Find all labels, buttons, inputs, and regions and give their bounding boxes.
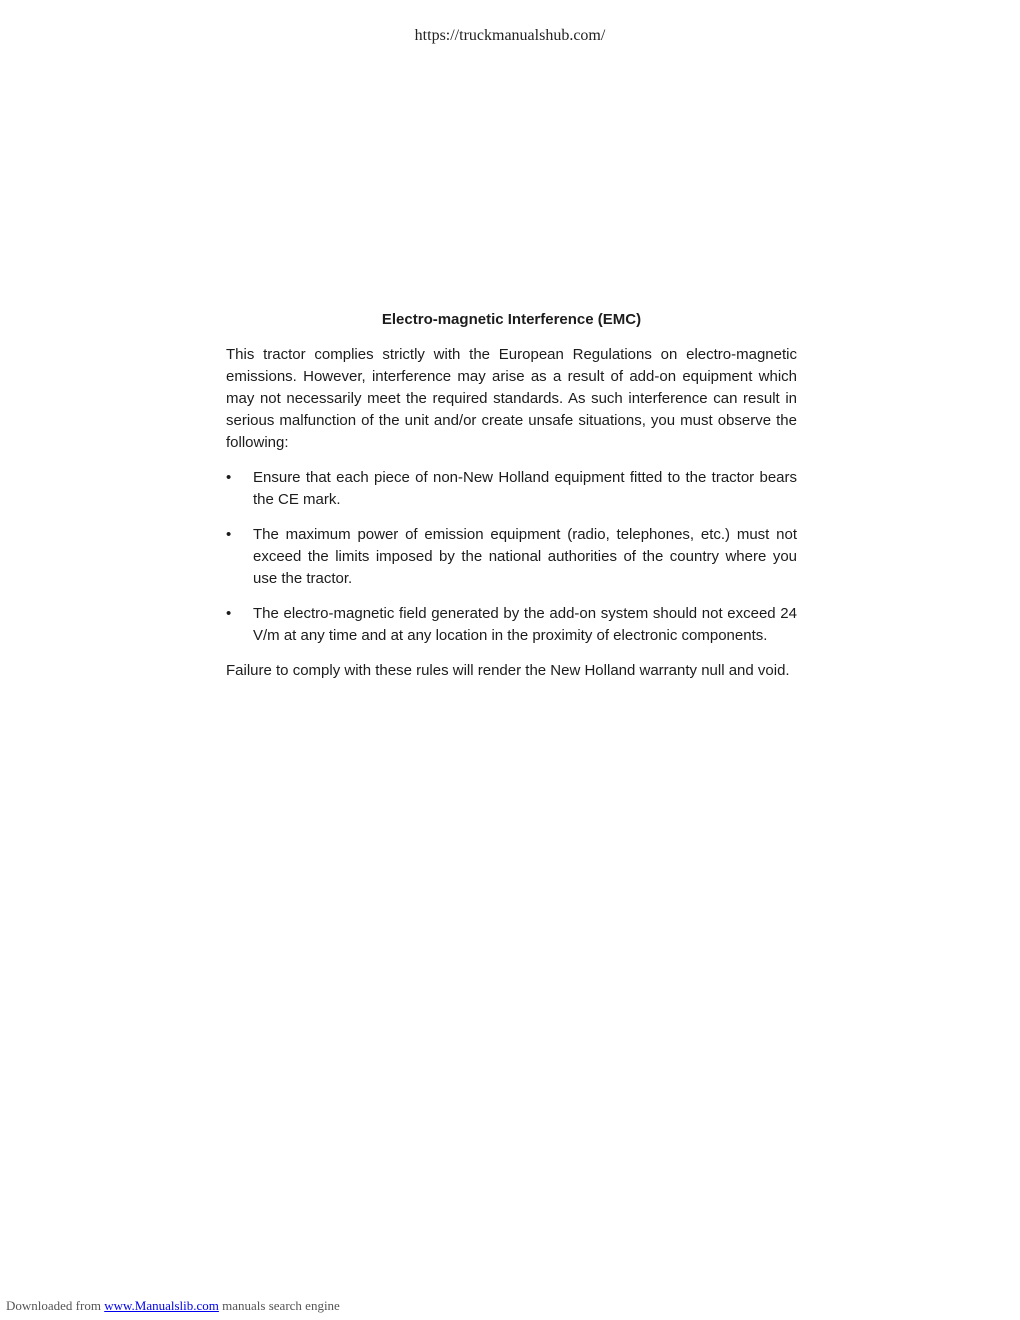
list-item	[226, 467, 797, 511]
emc-section	[226, 309, 797, 682]
bullet-icon: •	[226, 526, 232, 543]
bullet-icon: •	[226, 469, 232, 486]
requirements-list	[226, 467, 797, 647]
header-url: https://truckmanualshub.com/	[414, 27, 606, 44]
bullet-icon: •	[226, 605, 232, 622]
closing-paragraph: Failure to comply with these rules will render the New Holland warranty null and void.	[226, 662, 790, 679]
list-item-text: The maximum power of emission equipment (radio, telephones, etc.) must not exceed the limits imposed by the national authorities of the country where you use the tractor.	[253, 526, 797, 587]
footer	[6, 1298, 340, 1314]
footer-suffix: manuals search engine	[218, 1298, 340, 1313]
footer-prefix: Downloaded from	[6, 1298, 105, 1313]
manualslib-link[interactable]: www.Manualslib.com	[104, 1298, 219, 1313]
list-item-text: Ensure that each piece of non-New Holland equipment fitted to the tractor bears the CE mark.	[253, 469, 797, 508]
section-title: Electro-magnetic Interference (EMC)	[381, 311, 642, 328]
list-item	[226, 603, 797, 647]
intro-paragraph: This tractor complies strictly with the European Regulations on electro-magnetic emissions. However, interference may arise as a result of add-on equipment which may not necessarily meet the required standards. As such interference can result in serious malfunction of the unit and/or create unsafe situations, you must observe the following:	[226, 346, 797, 451]
list-item-text: The electro-magnetic field generated by the add-on system should not exceed 24 V/m at any time and at any location in the proximity of electronic components.	[253, 605, 797, 644]
list-item	[226, 524, 797, 590]
